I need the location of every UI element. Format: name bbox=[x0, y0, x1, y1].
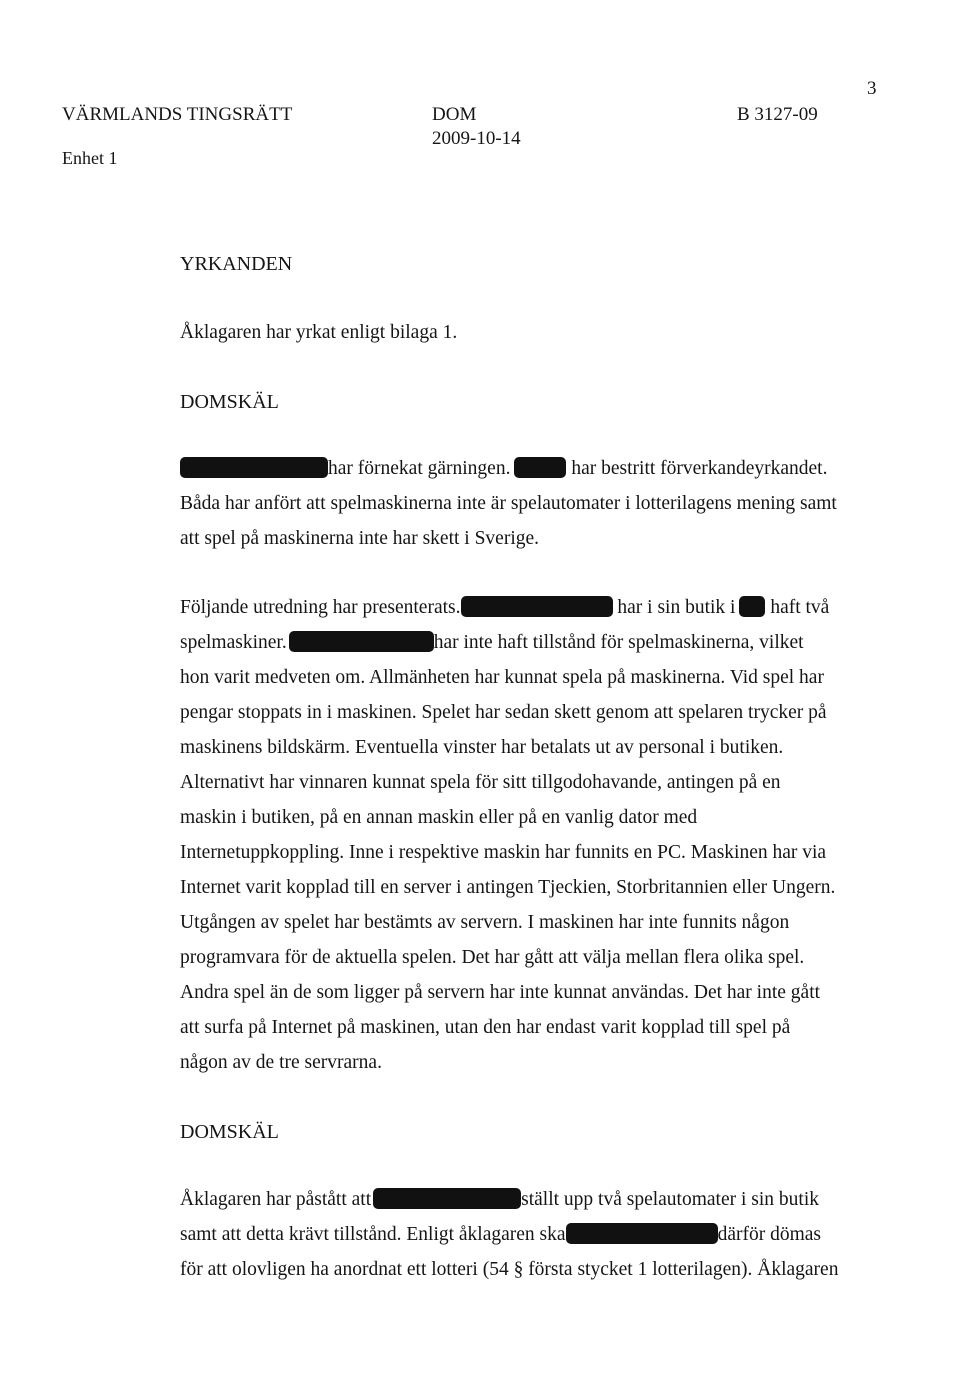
paragraph-line: hon varit medveten om. Allmänheten har kunnat spela på maskinerna. Vid spel har bbox=[180, 667, 824, 688]
paragraph-line: Åklagaren har påstått att ställt upp två spelautomater i sin butik bbox=[180, 1189, 819, 1210]
page-number: 3 bbox=[867, 78, 877, 99]
paragraph-line: programvara för de aktuella spelen. Det har gått att välja mellan flera olika spel. bbox=[180, 947, 805, 968]
paragraph-line: Följande utredning har presenterats. har i sin butik i haft två bbox=[180, 597, 830, 618]
section-heading-yrkanden: YRKANDEN bbox=[180, 253, 293, 275]
paragraph-line: för att olovligen ha anordnat ett lotteri (54 § första stycket 1 lotterilagen). Åklagaren bbox=[180, 1259, 839, 1280]
paragraph-line: samt att detta krävt tillstånd. Enligt åklagaren ska därför dömas bbox=[180, 1224, 821, 1245]
paragraph-line: spelmaskiner. har inte haft tillstånd för spelmaskinerna, vilket bbox=[180, 632, 804, 653]
section-heading-domskal: DOMSKÄL bbox=[180, 391, 279, 413]
redaction-block bbox=[180, 457, 328, 478]
redaction-block bbox=[289, 631, 434, 652]
paragraph-line: Andra spel än de som ligger på servern har inte kunnat användas. Det har inte gått bbox=[180, 982, 821, 1003]
redaction-block bbox=[566, 1223, 718, 1244]
court-name: VÄRMLANDS TINGSRÄTT bbox=[62, 104, 293, 125]
section-heading-domskal: DOMSKÄL bbox=[180, 1121, 279, 1143]
paragraph-line: maskin i butiken, på en annan maskin eller på en vanlig dator med bbox=[180, 807, 698, 828]
redaction-block bbox=[461, 596, 613, 617]
redaction-block bbox=[514, 457, 566, 478]
paragraph-line: Utgången av spelet har bestämts av servern. I maskinen har inte funnits någon bbox=[180, 912, 790, 933]
case-number: B 3127-09 bbox=[737, 104, 818, 125]
document-type: DOM bbox=[432, 104, 477, 125]
redaction-block bbox=[739, 596, 765, 617]
document-date: 2009-10-14 bbox=[432, 128, 521, 149]
paragraph-line: att surfa på Internet på maskinen, utan den har endast varit kopplad till spel på bbox=[180, 1017, 791, 1038]
redaction-block bbox=[373, 1188, 521, 1209]
paragraph-line: Internetuppkoppling. Inne i respektive maskin har funnits en PC. Maskinen har via bbox=[180, 842, 827, 863]
paragraph-line: någon av de tre servrarna. bbox=[180, 1052, 382, 1073]
paragraph-line: Internet varit kopplad till en server i antingen Tjeckien, Storbritannien eller Ungern. bbox=[180, 877, 836, 898]
court-unit: Enhet 1 bbox=[62, 148, 118, 168]
paragraph-line: maskinens bildskärm. Eventuella vinster har betalats ut av personal i butiken. bbox=[180, 737, 784, 758]
paragraph-line: pengar stoppats in i maskinen. Spelet har sedan skett genom att spelaren trycker på bbox=[180, 702, 827, 723]
paragraph-line: Båda har anfört att spelmaskinerna inte är spelautomater i lotterilagens mening samt bbox=[180, 493, 837, 514]
yrkanden-text: Åklagaren har yrkat enligt bilaga 1. bbox=[180, 322, 458, 343]
paragraph-line: att spel på maskinerna inte har skett i Sverige. bbox=[180, 528, 540, 549]
paragraph-line: har förnekat gärningen. har bestritt förverkandeyrkandet. bbox=[180, 457, 827, 481]
paragraph-line: Alternativt har vinnaren kunnat spela för sitt tillgodohavande, antingen på en bbox=[180, 772, 781, 793]
